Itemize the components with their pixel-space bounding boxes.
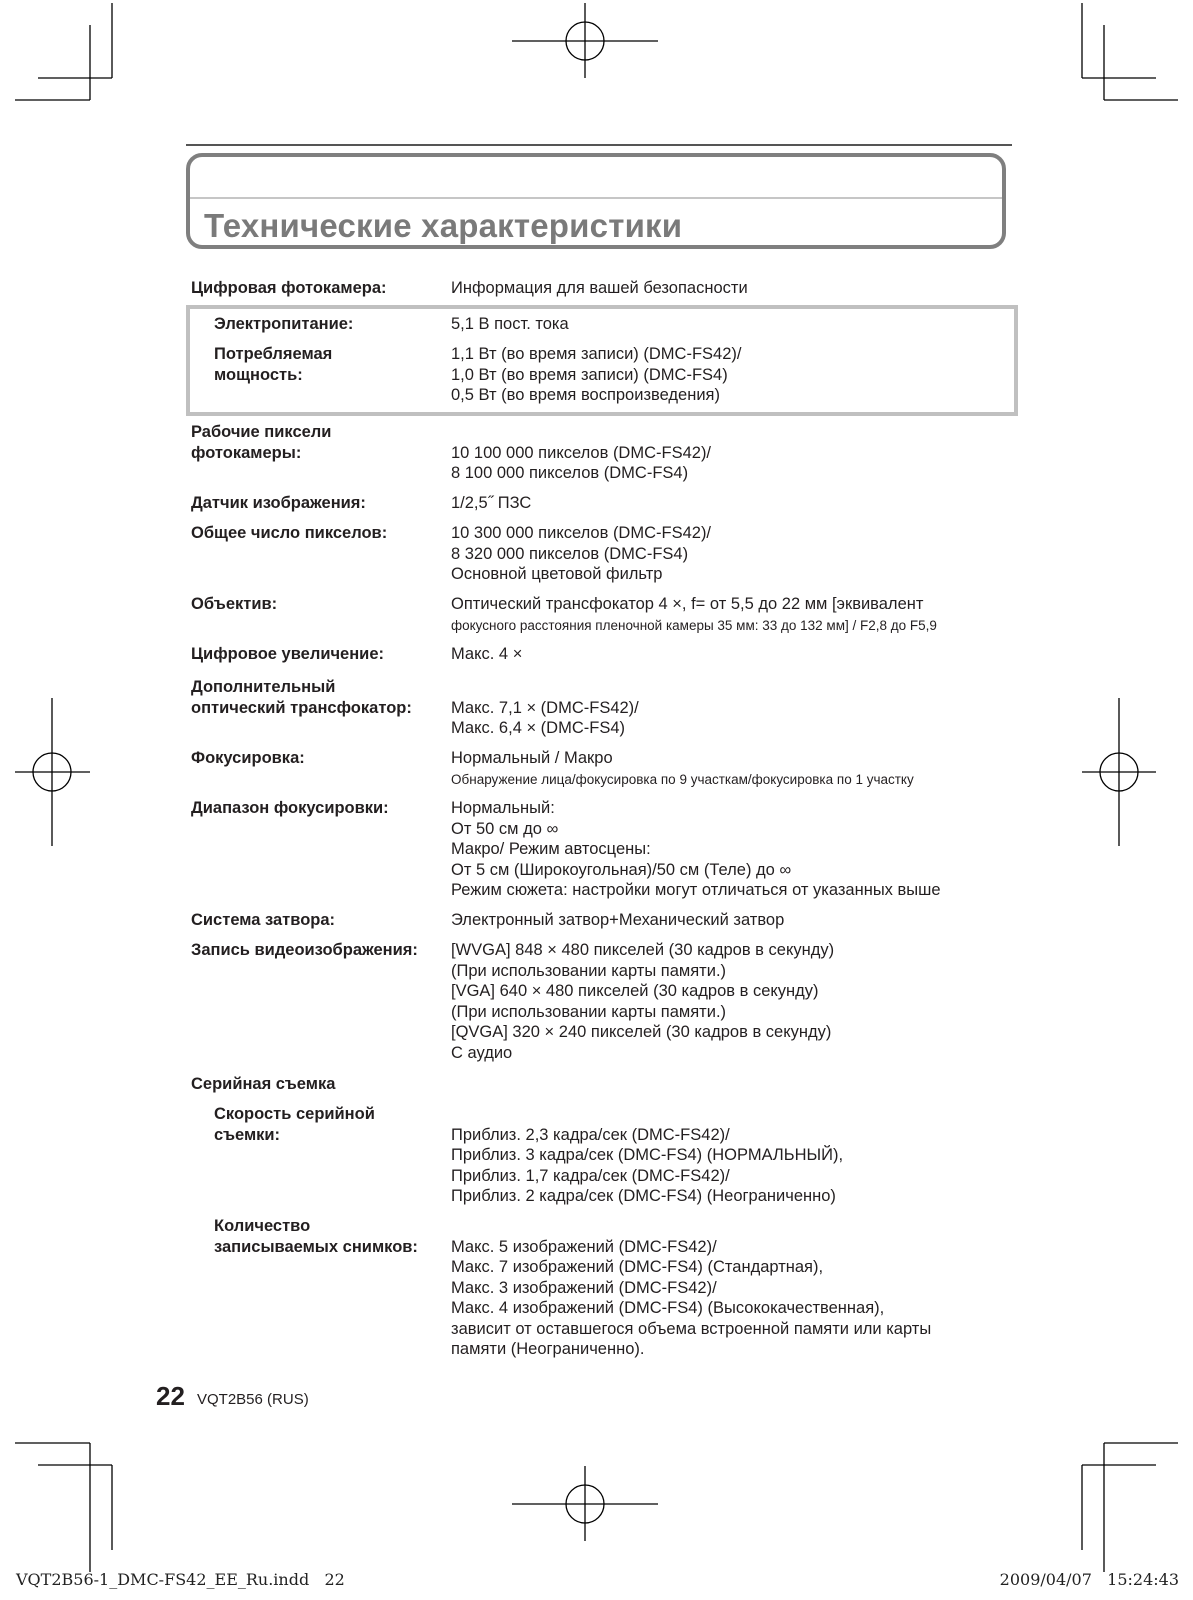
spec-value: Макс. 4 × — [451, 645, 523, 663]
spec-value: [WVGA] 848 × 480 пикселей (30 кадров в секунду) (При использовании карты памяти.) [VGA] 640 × 480 пикселей (30 кадров в секунду) (При использовании карты памяти.) [QVGA] 320 × 240 пикселей (30 кадров в секунду) С аудио — [451, 941, 835, 1062]
document-code: VQT2B56 (RUS) — [197, 1391, 309, 1408]
spec-value: Приблиз. 2,3 кадра/сек (DMC-FS42)/ Приблиз. 3 кадра/сек (DMC-FS4) (НОРМАЛЬНЫЙ), Приблиз. 1,7 кадра/сек (DMC-FS42)/ Приблиз. 2 кадра/сек (DMC-FS4) (Неограниченно) — [451, 1125, 844, 1205]
page-title: Технические характеристики — [204, 207, 683, 244]
spec-label: Количество записываемых снимков: — [214, 1217, 418, 1256]
spec-value: 10 100 000 пикселов (DMC-FS42)/ 8 100 000 пикселов (DMC-FS4) — [451, 443, 712, 482]
spec-label: Цифровая фотокамера: — [191, 279, 387, 297]
spec-label: Потребляемая мощность: — [214, 345, 333, 384]
spec-label: Цифровое увеличение: — [191, 645, 384, 663]
spec-label: Система затвора: — [191, 911, 336, 929]
page-number: 22 — [156, 1381, 185, 1411]
print-slug-timestamp: 2009/04/07 15:24:43 — [999, 1570, 1179, 1589]
spec-label: Фокусировка: — [191, 749, 305, 767]
spec-value: Оптический трансфокатор 4 ×, f= от 5,5 до 22 мм [эквивалент фокусного расстояния пленочной камеры 35 мм: 33 до 132 мм] / F2,8 до F5,9 — [451, 595, 937, 633]
spec-value: Электронный затвор+Механический затвор — [451, 911, 785, 929]
spec-label: Датчик изображения: — [191, 494, 366, 512]
section-title-box — [186, 153, 1006, 249]
spec-value: Нормальный / Макро Обнаружение лица/фокусировка по 9 участкам/фокусировка по 1 участку — [451, 749, 914, 787]
spec-label: Серийная съемка — [191, 1075, 336, 1093]
spec-value: 10 300 000 пикселов (DMC-FS42)/ 8 320 000 пикселов (DMC-FS4) Основной цветовой фильтр — [451, 524, 712, 583]
spec-label: Дополнительный оптический трансфокатор: — [191, 678, 412, 717]
spec-label: Электропитание: — [214, 315, 354, 333]
header-rule — [186, 144, 1012, 146]
spec-value: Макс. 5 изображений (DMC-FS42)/ Макс. 7 изображений (DMC-FS4) (Стандартная), Макс. 3 изображений (DMC-FS42)/ Макс. 4 изображений (DMC-FS4) (Высококачественная), зависит от оставшегося объема встроенной памяти или карты памяти (Неограниченно). — [451, 1237, 932, 1358]
spec-value: 5,1 В пост. тока — [451, 315, 569, 333]
spec-label: Скорость серийной съемки: — [214, 1105, 375, 1144]
spec-label: Рабочие пиксели фотокамеры: — [191, 423, 332, 462]
spec-label: Диапазон фокусировки: — [191, 799, 389, 817]
spec-label: Общее число пикселов: — [191, 524, 388, 542]
title-box-divider — [190, 197, 1002, 199]
spec-value: 1,1 Вт (во время записи) (DMC-FS42)/ 1,0 Вт (во время записи) (DMC-FS4) 0,5 Вт (во время воспроизведения) — [451, 345, 742, 404]
spec-label: Запись видеоизображения: — [191, 941, 418, 959]
spec-value: Макс. 7,1 × (DMC-FS42)/ Макс. 6,4 × (DMC-FS4) — [451, 698, 639, 737]
spec-value: Информация для вашей безопасности — [451, 279, 748, 297]
print-slug-filename: VQT2B56-1_DMC-FS42_EE_Ru.indd 22 — [16, 1570, 345, 1589]
spec-value: 1/2,5˝ ПЗС — [451, 494, 532, 512]
spec-value: Нормальный: От 50 см до ∞ Макро/ Режим автосцены: От 5 см (Широкоугольная)/50 см (Теле) до ∞ Режим сюжета: настройки могут отличаться от указанных выше — [451, 799, 941, 899]
spec-label: Объектив: — [191, 595, 278, 613]
